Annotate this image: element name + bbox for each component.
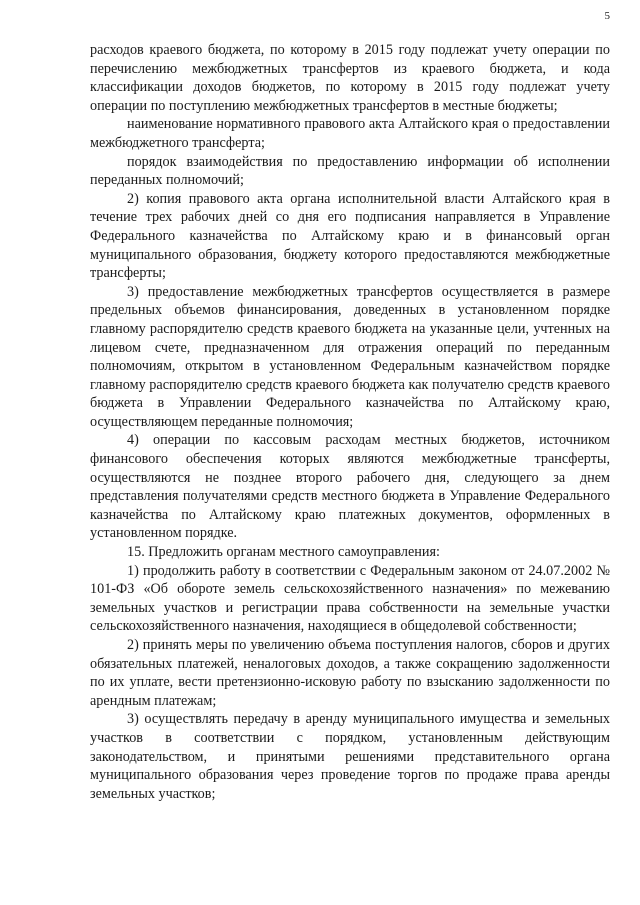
- page-number: 5: [604, 10, 610, 22]
- paragraph-item-4-cash-operations: 4) операции по кассовым расходам местных бюджетов, источником финансового обеспечения которых являются межбюджетные трансферты, осуществляются не позднее второго рабочего дня, следующего за днем представления получателями средств местного бюджета в Управление Федерального казначейства по Алтайскому краю платежных документов, оформленных в установленном порядке.: [90, 432, 610, 542]
- paragraph-15-item-2-tax-revenue: 2) принять меры по увеличению объема поступления налогов, сборов и других обязательных платежей, неналоговых доходов, а также сокращению задолженности по их уплате, вести претензионно-исковую работу по взысканию задолженности по арендным платежам;: [90, 637, 610, 709]
- paragraph-legal-act-name: наименование нормативного правового акта Алтайского края о предоставлении межбюджетного трансферта;: [90, 116, 610, 151]
- paragraph-item-3-transfers: 3) предоставление межбюджетных трансфертов осуществляется в размере предельных объемов финансирования, доведенных в установленном порядке главному распорядителю средств краевого бюджета на указанные цели, учтенных на лицевом счете, предназначенном для отражения операций по переданным полномочиям, открытом в установленном Федеральным казначейством порядке главному распорядителю средств краевого бюджета как получателю средств краевого бюджета в Управлении Федерального казначейства по Алтайскому краю, осуществляющем переданные полномочия;: [90, 283, 610, 430]
- paragraph-15-item-3-lease: 3) осуществлять передачу в аренду муниципального имущества и земельных участков в соответствии с порядком, установленным действующим законодательством, и принятыми решениями представительного органа муниципального образования через проведение торгов по продаже права аренды земельных участков;: [90, 711, 610, 802]
- paragraph-item-2-act-copy: 2) копия правового акта органа исполнительной власти Алтайского края в течение трех рабочих дней со дня его подписания направляется в Управление Федерального казначейства по Алтайскому краю и в финансовый орган муниципального образования, бюджету которого предоставляются межбюджетные трансферты;: [90, 190, 610, 282]
- paragraph-information-procedure: порядок взаимодействия по предоставлению информации об исполнении переданных полномочий;: [90, 153, 610, 189]
- document-body: [90, 41, 610, 803]
- paragraph-15-item-1-land-survey: 1) продолжить работу в соответствии с Федеральным законом от 24.07.2002 № 101-ФЗ «Об обороте земель сельскохозяйственного назначения» по межеванию земельных участков и регистрации права собственности на земельные участки сельскохозяйственного назначения, находящиеся в общедолевой собственности;: [90, 562, 610, 635]
- paragraph-budget-codes: расходов краевого бюджета, по которому в 2015 году подлежат учету операции по перечислению межбюджетных трансфертов из краевого бюджета, и кода классификации доходов бюджетов, по которому в 2015 году подлежат учету операции по поступлению межбюджетных трансфертов в местные бюджеты;: [90, 42, 610, 114]
- paragraph-section-15-heading: 15. Предложить органам местного самоуправления:: [127, 544, 440, 561]
